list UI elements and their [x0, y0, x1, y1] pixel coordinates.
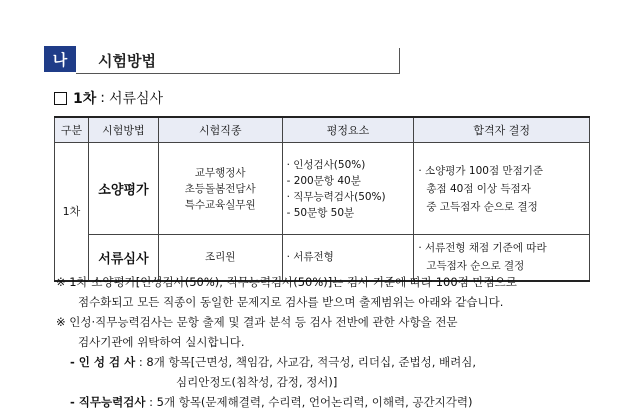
decision-item: · 서류전형 채점 기준에 따라 [418, 242, 547, 255]
decision-cell [414, 143, 590, 235]
job-item: 교무행정사 [194, 166, 246, 179]
bullet-label: - 인 성 검 사 [70, 355, 136, 369]
exam-method-table [54, 116, 590, 282]
note-text: 점수화되고 모든 직종이 동일한 문제지로 검사를 받으며 출제범위는 아래와 같습니다. [78, 295, 504, 309]
bullet-text: : 8개 항목[근면성, 책임감, 사교감, 적극성, 리더십, 준법성, 배려심, [135, 355, 477, 369]
decision-item: 중 고득점자 순으로 결정 [426, 200, 538, 213]
aptitude-test-item [56, 392, 596, 412]
decision-item: 총점 40점 이상 득점자 [426, 182, 531, 195]
header-jobs: 시험직종 [158, 117, 282, 143]
element-item: · 서류전형 [286, 251, 334, 264]
table-row [55, 143, 590, 235]
element-item: · 인성검사(50%) [286, 158, 366, 171]
table-header-row [55, 117, 590, 143]
subheading [54, 88, 163, 108]
section-underline [76, 73, 400, 75]
header-elements: 평정요소 [282, 117, 414, 143]
header-method: 시험방법 [88, 117, 158, 143]
job-item: 특수교육실무원 [184, 198, 256, 211]
element-item: - 200문항 40분 [286, 174, 361, 187]
checkbox-icon [54, 92, 67, 105]
job-item: 초등돌봄전담사 [184, 182, 256, 195]
section-right-border [399, 48, 401, 74]
subheading-label: 1차 [73, 91, 97, 107]
section-header [44, 46, 400, 74]
bullet-text: : 5개 항목(문제해결력, 수리력, 언어논리력, 이해력, 공간지각력) [145, 395, 473, 409]
decision-item: · 소양평가 100점 만점기준 [418, 164, 544, 177]
section-title: 시험방법 [98, 52, 156, 70]
element-item: - 50문항 50분 [286, 206, 355, 219]
bullet-label: - 직무능력검사 [70, 395, 146, 409]
personality-test-item [56, 352, 596, 372]
note-text: 검사기관에 위탁하여 실시합니다. [78, 335, 245, 349]
element-item: · 직무능력검사(50%) [286, 190, 386, 203]
jobs-cell [158, 143, 282, 235]
method-cell: 소양평가 [88, 143, 158, 235]
note-text: ※ 인성·직무능력검사는 문항 출제 및 결과 분석 등 검사 전반에 관한 사항을 전문 [56, 315, 458, 329]
notes-block [56, 272, 596, 412]
header-category: 구분 [55, 117, 89, 143]
elements-cell [282, 143, 414, 235]
method-cell: 서류심사 [88, 235, 158, 281]
decision-item: 고득점자 순으로 결정 [426, 260, 525, 273]
subheading-sep: : [100, 90, 105, 106]
note-text: ※ 1차 소양평가[인성검사(50%), 직무능력검사(50%)]는 검사 기준에 따라 100점 만점으로 [56, 275, 517, 289]
header-decision: 합격자 결정 [414, 117, 590, 143]
section-badge: 나 [44, 46, 76, 72]
round-cell: 1차 [55, 143, 89, 281]
subheading-text: 서류심사 [108, 91, 164, 107]
job-item: 조리원 [204, 251, 236, 264]
bullet-continuation: 심리안정도(침착성, 감정, 정서)] [176, 375, 338, 389]
